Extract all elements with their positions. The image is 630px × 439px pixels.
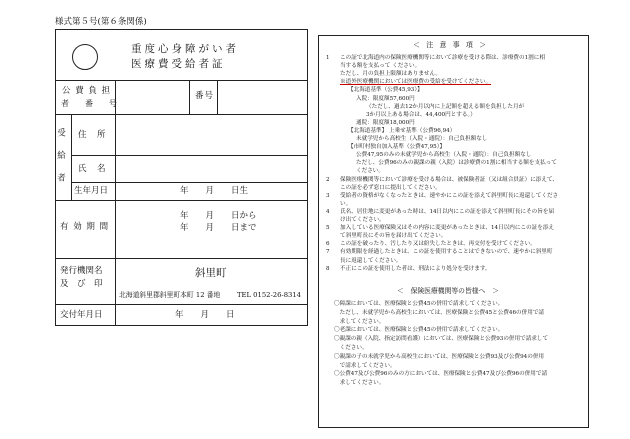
insurer-number-field[interactable] [116, 81, 188, 113]
certificate-title-line1: 重度心身障がい者 [131, 43, 239, 55]
combined-line: 求してください。 [334, 318, 385, 325]
notes-heading: ＜ 注 意 事 項 ＞ [413, 41, 489, 49]
note-line: 【市町村独自加入基準（公費47,95）】 [348, 144, 446, 151]
note-number: 4 [326, 208, 330, 215]
note-line: い。 [340, 200, 352, 207]
address-label: 住 所 [78, 130, 107, 140]
seal-circle [72, 44, 98, 70]
note-line: 氏名、居住地に変更があった時は、14日以内にこの証を添えて斜里町長にその旨を届 [340, 208, 555, 215]
note-line: 3か月以上ある場合は、44,400円とする。） [366, 111, 476, 118]
validity-label: 有 効 期 間 [60, 222, 110, 232]
note-line: け出てください。 [340, 217, 385, 223]
issuer-address: 北海道斜里郡斜里町本町 12 番地 [119, 291, 221, 299]
combined-line: 〇老課においては、医療保険と公費45の併用で請求してください。 [334, 327, 504, 334]
note-line: 不正にこの証を使用した者は、刑法により処分を受けます。 [340, 265, 491, 272]
insurer-number-label-1: 公 費 負 担 [62, 86, 112, 96]
combined-line: 〇親課の子の未就学児から高校生においては、医療保険と公費93及び公費94の併用 [334, 353, 545, 360]
note-line: ※道外医療機関においては医療費の受給を受けてください。 [340, 79, 492, 86]
issue-date-label: 交付年月日 [60, 310, 103, 320]
note-line: 公費47,95のみの未就学児から高校生（入院・通院）：自己負担額なし [356, 152, 532, 159]
combined-line: 求してください。 [334, 380, 385, 387]
note-line: 加入している医療保険又はその内容に変更があったときは、14日以内にこの証を添え [340, 225, 555, 232]
birth-date-label: 生年月日 [74, 186, 109, 196]
certificate-title-line2: 医療費受給者証 [131, 58, 226, 70]
note-number: 2 [326, 176, 330, 183]
insurer-number-label-2: 者 番 号 [61, 99, 117, 108]
note-number: 6 [326, 241, 330, 248]
note-line: この証を必ず窓口に提出してください。 [340, 184, 441, 191]
issuer-name: 斜里町 [195, 267, 227, 279]
form-number-label: 様式第５号(第６条関係) [55, 17, 147, 27]
combined-line: ください。 [334, 345, 368, 351]
issue-date-value: 年 月 日 [175, 310, 235, 320]
note-line: ただし、公費96のみの親課の親（入院）は診療費の1割に相当する額を支払って [356, 160, 557, 167]
note-line: 【北海道基準】 上乗せ基準（公費96,94） [348, 127, 456, 134]
combined-line: 〇公費47及び公費96のみの方においては、医療保険と公費47及び公費96の併用で請 [334, 371, 548, 378]
issuer-label-2: 及 び 印 [60, 279, 103, 289]
validity-to: 年 月 日まで [180, 223, 257, 233]
note-line: ただし、月の負担上限額はありません。 [340, 71, 442, 78]
combined-line: で請求してください。 [334, 362, 396, 369]
number-label: 番号 [195, 91, 215, 101]
note-line: 【北海道基準（公費45,93）】 [348, 87, 423, 94]
address-field[interactable] [116, 115, 307, 154]
note-line: この証を破ったり、汚したり又は紛失したときは、再交付を受けてください。 [340, 241, 536, 248]
combined-line: ただし、未就学児から高校生においては、医療保険と公費45と公費46の併用で請 [334, 309, 545, 316]
note-line: て斜里町長にその旨を届け出てください。 [340, 233, 447, 240]
recipient-label: 受給者 [55, 128, 66, 196]
issuer-label-1: 発行機関名 [60, 266, 103, 276]
validity-from: 年 月 日から [180, 211, 257, 221]
note-line: 未就学児から高校生（入院・通院）：自己負担額なし [356, 136, 488, 142]
number-field[interactable] [218, 81, 307, 113]
note-line: この証で北海道内の保険医療機関等において診療を受ける際は、診療費の1割に相 [340, 55, 545, 61]
name-label: 氏 名 [78, 164, 107, 174]
note-line: ください。 [356, 168, 384, 175]
note-line: 通院：限度額18,000円 [356, 119, 415, 126]
combined-line: 〇親課の親（入院、指定訪問看護）においては、医療保険と公費93の併用で請求して [334, 336, 549, 343]
name-field[interactable] [116, 156, 307, 182]
note-line: 保険医療機関等において診療を受ける場合は、被保険者証（又は組合員証）に添えて、 [340, 176, 559, 183]
note-line: 当する額を支払って ください。 [340, 63, 421, 70]
combined-heading: ＜ 保険医療機関等の皆様へ ＞ [397, 287, 499, 295]
note-line: （ただし、過去12か月以内に上記額を超える額を負担した月が [366, 103, 525, 110]
note-number: 3 [326, 192, 330, 199]
note-line: 有効期限を経過したときは、この証を使用することはできないので、速やかに斜里町 [340, 249, 553, 256]
note-line: 長に返還してください。 [340, 257, 402, 264]
note-number: 1 [326, 55, 330, 61]
note-line: 受給者の資格がなくなったときは、速やかにこの証を添えて斜里町長に返還してくださ [340, 192, 559, 199]
note-line: 入院：限度額57,600円 [356, 95, 415, 102]
note-number: 7 [326, 249, 330, 256]
combined-line: 〇障課においては、医療保険と公費45の併用で請求してください。 [334, 301, 504, 307]
note-number: 5 [326, 225, 330, 232]
birth-date-value: 年 月 日生 [180, 186, 249, 196]
note-number: 8 [326, 265, 330, 272]
issuer-tel: TEL 0152-26-8314 [237, 291, 302, 299]
